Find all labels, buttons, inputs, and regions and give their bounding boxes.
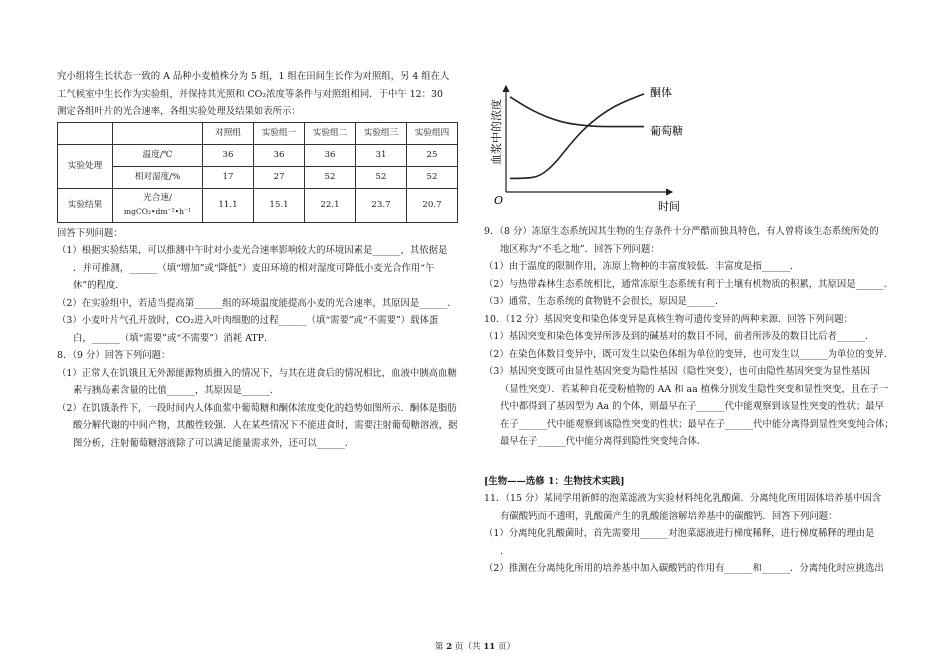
table-label-cell: 相对湿度/%: [113, 166, 203, 188]
table-row: [58, 188, 458, 222]
q11-line: （1）分离纯化乳酸菌时，首先需要用______对泡菜滤液进行梯度稀释，进行梯度稀释的理由是: [484, 528, 875, 539]
table-cell: [58, 122, 113, 144]
origin-label: O: [494, 194, 504, 207]
table-group-cell: 实验结果: [58, 188, 113, 222]
q8-line: 素与胰岛素含量的比值______，其原因是______．: [73, 385, 280, 396]
q7-question-line: 休”的程度．: [73, 280, 125, 291]
table-cell: 25: [407, 144, 458, 166]
table-label-cell: 温度/℃: [113, 144, 203, 166]
y-axis-label: 血浆中的浓度: [490, 99, 503, 165]
q11-line: ．: [500, 545, 510, 557]
x-axis-label: 时间: [658, 200, 680, 213]
q10-line: （1）基因突变和染色体变异所涉及到的碱基对的数目不同，前者所涉及的数目比后者______．: [484, 331, 875, 342]
table-cell: 22.1: [305, 188, 356, 222]
left-column: [57, 68, 477, 452]
table-cell: 23.7: [356, 188, 407, 222]
q10-line: （显性突变）．若某种自花受粉植物的 AA 和 aa 植株分别发生隐性突变和显性突变，且在子一: [500, 383, 889, 395]
table-label-cell: [113, 188, 203, 222]
table-cell: 17: [203, 166, 254, 188]
table-cell: 20.7: [407, 188, 458, 222]
table-cell: 52: [305, 166, 356, 188]
experiment-table: [57, 122, 458, 223]
q7-text-line: 工气候室中生长作为实验组，并保持其光照和 CO₂浓度等条件与对照组相同．于中午 12：30: [57, 88, 443, 100]
q7-question-line: 回答下列问题：: [57, 227, 123, 239]
footer-total-pages: 11: [483, 642, 496, 652]
table-cell: [113, 122, 203, 144]
q10-line: 最早在子______代中能分离得到隐性突变纯合体．: [500, 436, 707, 447]
table-row: [58, 166, 458, 188]
q8-line: 图分析，注射葡萄糖溶液除了可以满足能量需求外，还可以______．: [73, 437, 355, 449]
q9-line: （2）与热带森林生态系统相比，通常冻原生态系统有利于土壤有机物质的积累，其原因是______．: [484, 278, 894, 290]
series-line-ketone: [510, 94, 644, 178]
chart-svg: [486, 80, 686, 230]
q10-line: （3）基因突变既可由显性基因突变为隐性基因（隐性突变），也可由隐性基因突变为显性基因: [484, 366, 870, 377]
table-header-row: [58, 122, 458, 144]
q10-line: 代中都得到了基因型为 Aa 的个体，则最早在子______代中能观察到该显性突变的性状；最早: [500, 401, 884, 412]
table-header-cell: 实验组三: [356, 122, 407, 144]
footer-middle: 页（共: [452, 642, 484, 652]
q7-question-line: ．并可推测，______（填“增加”或“降低”）麦田环境的相对湿度可降低小麦光合作用“午: [73, 262, 435, 274]
footer-prefix: 第: [434, 642, 447, 652]
table-group-cell: 实验处理: [58, 144, 113, 188]
rate-unit: mgCO₂•dm⁻²•h⁻¹: [123, 207, 192, 216]
q11-line: （2）推测在分离纯化所用的培养基中加入碳酸钙的作用有______和______．分离纯化时应挑选出: [484, 563, 884, 574]
table-cell: 36: [305, 144, 356, 166]
q7-question-line: 白，______（填“需要”或“不需要”）消耗 ATP．: [73, 332, 274, 344]
q10-line: （2）在染色体数目变异中，既可发生以染色体组为单位的变异，也可发生以______为单位的变异．: [484, 348, 894, 360]
q10-line: 10．（12 分）基因突变和染色体变异是真核生物可遗传变异的两种来源．回答下列问题：: [484, 313, 854, 325]
rate-label: 光合速/: [143, 193, 172, 203]
table-row: [58, 144, 458, 166]
table-cell: 52: [407, 166, 458, 188]
q9-line: （3）通常，生态系统的食物链不会很长，原因是______．: [484, 296, 725, 307]
q9-line: 9．（8 分）冻原生态系统因其生物的生存条件十分严酷而独具特色，有人曾将该生态系统所处的: [484, 226, 879, 237]
footer-page-number: 2: [446, 642, 453, 652]
table-cell: 36: [203, 144, 254, 166]
table-cell: 11.1: [203, 188, 254, 222]
table-cell: 52: [356, 166, 407, 188]
table-cell: 27: [254, 166, 305, 188]
table-header-cell: 实验组一: [254, 122, 305, 144]
q7-question-line: （1）根据实验结果，可以推测中午时对小麦光合速率影响较大的环境因素是______，其依据是: [57, 245, 448, 256]
section-title: [生物——选修 1：生物技术实践]: [484, 475, 625, 487]
q7-text-line: 测定各组叶片的光合速率，各组实验处理及结果如表所示：: [57, 106, 301, 117]
q10-line: 在子______代中能观察到该隐性突变的性状；最早在子______代中能分离得到显性突变纯合体；: [500, 418, 894, 430]
right-column: [484, 223, 896, 578]
table-cell: 36: [254, 144, 305, 166]
table-cell: 15.1: [254, 188, 305, 222]
q9-line: 地区称为“不毛之地”．回答下列问题：: [500, 243, 660, 255]
q7-question-line: （2）在实验组中，若适当提高第______组的环境温度能提高小麦的光合速率，其原因是______．: [57, 297, 457, 309]
table-cell: 31: [356, 144, 407, 166]
page-footer: [0, 640, 950, 652]
table-header-cell: 实验组二: [305, 122, 356, 144]
concentration-chart: [486, 80, 686, 230]
series-label-glucose: 葡萄糖: [650, 124, 683, 138]
q7-question-line: （3）小麦叶片气孔开放时，CO₂进入叶肉细胞的过程______（填“需要”或“不需要”）载体蛋: [57, 315, 439, 326]
footer-suffix: 页）: [495, 642, 516, 652]
q8-line: 8．（9 分）回答下列问题：: [57, 350, 171, 361]
q9-line: （1）由于温度的限制作用，冻原上物种的丰富度较低．丰富度是指______．: [484, 261, 800, 272]
q8-line: 酸分解代谢的中间产物，其酸性较强．人在某些情况下不能进食时，需要注射葡萄糖溶液，据: [73, 420, 458, 431]
q8-line: （2）在饥饿条件下，一段时间内人体血浆中葡萄糖和酮体浓度变化的趋势如图所示．酮体是脂肪: [57, 402, 457, 414]
series-label-ketone: 酮体: [650, 85, 672, 99]
table-header-cell: 实验组四: [407, 122, 458, 144]
q11-line: 有碳酸钙而不透明，乳酸菌产生的乳酸能溶解培养基中的碳酸钙．回答下列问题：: [500, 510, 838, 522]
q11-line: 11．（15 分）某同学用新鲜的泡菜滤液为实验材料纯化乳酸菌．分离纯化所用固体培养基中因含: [484, 493, 882, 504]
q8-line: （1）正常人在饥饿且无外源能源物质摄入的情况下，与其在进食后的情况相比，血液中胰高血糖: [57, 367, 457, 379]
table-header-cell: 对照组: [203, 122, 254, 144]
q7-text-line: 究小组将生长状态一致的 A 品种小麦植株分为 5 组，1 组在田间生长作为对照组，另 4 组在人: [57, 71, 450, 82]
